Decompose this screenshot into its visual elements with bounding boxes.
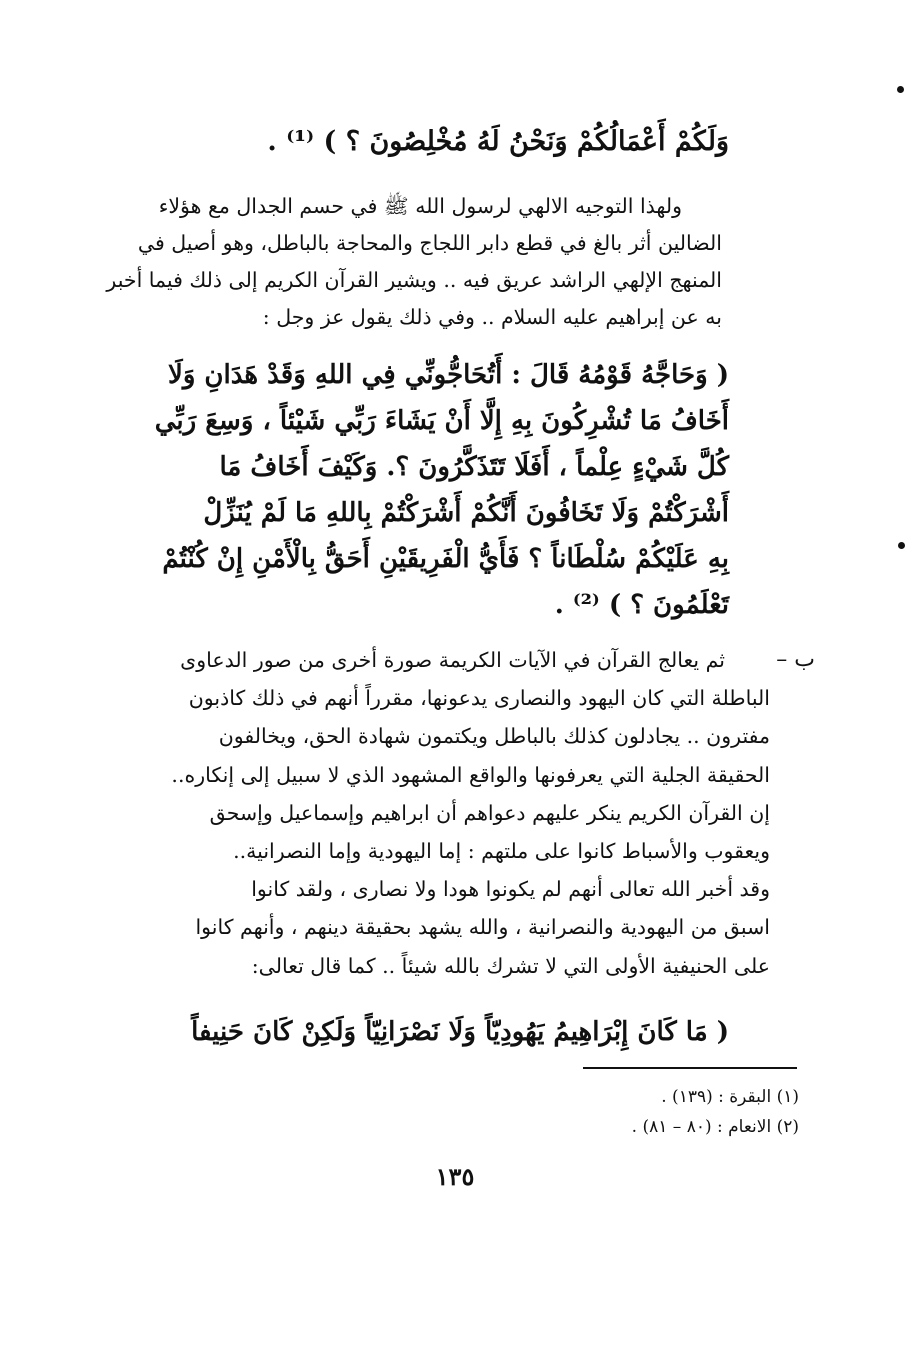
margin-dot-middle — [898, 542, 905, 549]
quran-verse-block — [104, 352, 729, 628]
section-b-paragraph — [115, 641, 770, 985]
final-verse: ( مَا كَانَ إِبْرَاهِيمُ يَهُودِيّاً وَلَا نَصْرَانِيّاً وَلَكِنْ كَانَ حَنِيفاً — [191, 1017, 729, 1047]
verse-line: ( وَحَاجَّهُ قَوْمُهُ قَالَ : أَتُحَاجُّونِّي فِي اللهِ وَقَدْ هَدَانِ وَلَا — [167, 360, 729, 390]
section-b-line: الحقيقة الجلية التي يعرفونها والواقع المشهود الذي لا سبيل إلى إنكاره.. — [171, 762, 770, 787]
intro-line: ولهذا التوجيه الالهي لرسول الله ﷺ في حسم الجدال مع هؤلاء — [158, 194, 682, 218]
verse-line: أَخَافُ مَا تُشْرِكُونَ بِهِ إِلَّا أَنْ يَشَاءَ رَبِّي شَيْئاً ، وَسِعَ رَبِّي — [154, 406, 729, 436]
verse-line: كُلَّ شَيْءٍ عِلْماً ، أَفَلَا تَتَذَكَّرُونَ ؟. وَكَيْفَ أَخَافُ مَا — [219, 452, 729, 482]
verse-line: تَعْلَمُونَ ؟ ) ⁽²⁾ . — [554, 590, 729, 620]
intro-line: المنهج الإلهي الراشد عريق فيه .. ويشير القرآن الكريم إلى ذلك فيما أخبر — [106, 268, 722, 292]
intro-line: به عن إبراهيم عليه السلام .. وفي ذلك يقول عز وجل : — [262, 305, 722, 329]
intro-line: الضالين أثر بالغ في قطع دابر اللجاج والمحاجة بالباطل، وهو أصيل في — [137, 231, 722, 255]
section-b-line: ثم يعالج القرآن في الآيات الكريمة صورة أخرى من صور الدعاوى — [180, 648, 725, 672]
section-b-line: اسبق من اليهودية والنصرانية ، والله يشهد بحقيقة دينهم ، وأنهم كانوا — [195, 915, 770, 940]
section-b-line: على الحنيفية الأولى التي لا تشرك بالله شيئاً .. كما قال تعالى: — [251, 953, 770, 978]
margin-dot-top — [897, 86, 904, 93]
verse-top: وَلَكُمْ أَعْمَالُكُمْ وَنَحْنُ لَهُ مُخْلِصُونَ ؟ ) ⁽¹⁾ . — [267, 126, 729, 157]
verse-line: أَشْرَكْتُمْ وَلَا تَخَافُونَ أَنَّكُمْ أَشْرَكْتُمْ بِاللهِ مَا لَمْ يُنَزِّلْ — [203, 498, 729, 528]
footnote-2: (٢) الانعام : (٨٠ – ٨١) . — [631, 1117, 799, 1137]
section-b-line: وقد أخبر الله تعالى أنهم لم يكونوا هودا ولا نصارى ، ولقد كانوا — [251, 877, 770, 902]
verse-line: بِهِ عَلَيْكُمْ سُلْطَاناً ؟ فَأَيُّ الْفَرِيقَيْنِ أَحَقُّ بِالْأَمْنِ إِنْ كُنْتُمْ — [162, 544, 729, 574]
section-b-line: الباطلة التي كان اليهود والنصارى يدعونها، مقرراً أنهم في ذلك كاذبون — [188, 686, 770, 711]
footnote-1: (١) البقرة : (١٣٩) . — [661, 1087, 799, 1107]
page-number: ١٣٥ — [435, 1162, 475, 1191]
footnote-divider — [583, 1067, 797, 1069]
section-b-line: إن القرآن الكريم ينكر عليهم دعواهم أن ابراهيم وإسماعيل وإسحق — [209, 800, 770, 825]
section-b-line: مفترون .. يجادلون كذلك بالباطل ويكتمون شهادة الحق، ويخالفون — [218, 724, 770, 749]
section-b-line: ويعقوب والأسباط كانوا على ملتهم : إما اليهودية وإما النصرانية.. — [233, 839, 770, 864]
intro-paragraph — [102, 188, 722, 336]
section-b-marker: ب – — [776, 647, 815, 672]
